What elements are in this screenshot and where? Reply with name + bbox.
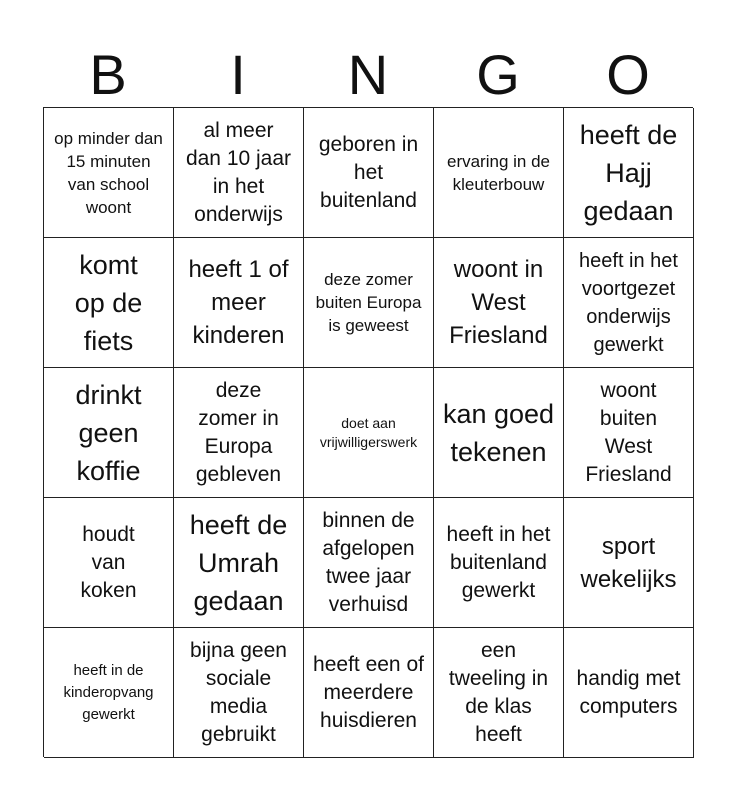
- bingo-cell[interactable]: [304, 368, 434, 498]
- bingo-cell[interactable]: [174, 368, 304, 498]
- cell-text: binnen de afgelopen twee jaar verhuisd: [322, 508, 415, 616]
- cell-text: op minder dan 15 minuten van school woont: [54, 128, 163, 217]
- bingo-cell[interactable]: [174, 628, 304, 758]
- cell-text: sport wekelijks: [580, 532, 677, 593]
- bingo-cell[interactable]: [564, 368, 694, 498]
- bingo-grid: [43, 107, 693, 757]
- bingo-cell[interactable]: [304, 498, 434, 628]
- cell-text: heeft in het voortgezet onderwijs gewerkt: [579, 249, 678, 356]
- header-letter-g: G: [476, 43, 520, 106]
- bingo-cell[interactable]: [434, 628, 564, 758]
- cell-text: handig met computers: [576, 666, 681, 718]
- bingo-cell[interactable]: [44, 238, 174, 368]
- bingo-cell[interactable]: [44, 498, 174, 628]
- cell-text: heeft een of meerdere huisdieren: [313, 652, 424, 732]
- header-letter-b: B: [89, 43, 127, 106]
- cell-text: heeft de Umrah gedaan: [189, 509, 288, 616]
- cell-text: heeft 1 of meer kinderen: [188, 256, 289, 349]
- bingo-cell[interactable]: [44, 628, 174, 758]
- bingo-cell[interactable]: [434, 108, 564, 238]
- cell-text: doet aan vrijwilligerswerk: [319, 414, 418, 450]
- bingo-cell[interactable]: [44, 368, 174, 498]
- bingo-cell[interactable]: [434, 368, 564, 498]
- bingo-cell[interactable]: [174, 498, 304, 628]
- bingo-cell[interactable]: [564, 238, 694, 368]
- cell-text: woont in West Friesland: [449, 256, 548, 349]
- cell-text: heeft in de kinderopvang gewerkt: [63, 661, 154, 723]
- cell-text: deze zomer buiten Europa is geweest: [315, 270, 422, 335]
- cell-text: geboren in het buitenland: [318, 132, 419, 212]
- cell-text: ervaring in de kleuterbouw: [446, 151, 550, 194]
- bingo-cell[interactable]: [434, 498, 564, 628]
- bingo-cell[interactable]: [564, 108, 694, 238]
- bingo-cell[interactable]: [174, 108, 304, 238]
- cell-text: kan goed tekenen: [442, 398, 555, 467]
- bingo-cell[interactable]: [304, 238, 434, 368]
- cell-text: houdt van koken: [80, 522, 137, 602]
- header-letter-o: O: [606, 43, 650, 106]
- bingo-cell[interactable]: [564, 628, 694, 758]
- header-letter-i: I: [230, 43, 246, 106]
- bingo-cell[interactable]: [44, 108, 174, 238]
- header-letter-n: N: [347, 43, 389, 106]
- cell-text: al meer dan 10 jaar in het onderwijs: [185, 118, 292, 226]
- bingo-cell[interactable]: [304, 628, 434, 758]
- bingo-cell[interactable]: [564, 498, 694, 628]
- cell-text: heeft in het buitenland gewerkt: [446, 522, 551, 602]
- cell-text: een tweeling in de klas heeft: [448, 638, 549, 746]
- bingo-cell[interactable]: [174, 238, 304, 368]
- cell-text: woont buiten West Friesland: [585, 378, 672, 486]
- cell-text: bijna geen sociale media gebruikt: [190, 638, 287, 746]
- cell-text: komt op de fiets: [74, 249, 143, 356]
- cell-text: deze zomer in Europa gebleven: [195, 378, 282, 486]
- bingo-cell[interactable]: [434, 238, 564, 368]
- bingo-cell[interactable]: [304, 108, 434, 238]
- bingo-header: [43, 42, 693, 108]
- cell-text: drinkt geen koffie: [75, 379, 142, 486]
- cell-text: heeft de Hajj gedaan: [579, 119, 678, 226]
